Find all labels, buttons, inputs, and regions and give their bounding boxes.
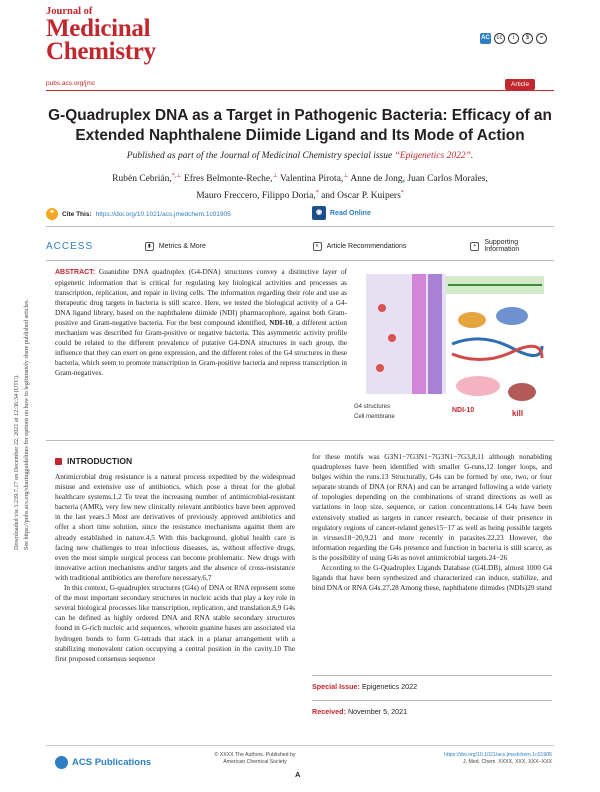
footer-journal-citation: J. Med. Chem. XXXX, XXX, XXX−XXX — [463, 759, 552, 765]
author-mark[interactable]: * — [315, 190, 319, 197]
author-freccero-doria[interactable]: Mauro Freccero, Filippo Doria, — [196, 191, 316, 202]
divider — [46, 440, 554, 441]
access-label: ACCESS — [46, 240, 94, 252]
toc-label-membrane: Cell membrane — [354, 414, 395, 420]
page-number: A — [295, 770, 301, 779]
author-mark[interactable]: ⊥ — [272, 173, 278, 179]
author-cebrian[interactable]: Rubén Cebrián, — [112, 174, 172, 185]
quote-icon: ❝ — [46, 208, 58, 220]
ligand-shape — [508, 383, 536, 401]
toc-label-compound: NDI-10 — [452, 407, 475, 414]
article-meta — [312, 672, 552, 725]
journal-logo-small: Journal of — [46, 6, 93, 17]
access-bar — [46, 239, 554, 253]
license-badges — [480, 33, 547, 44]
cite-doi-link[interactable]: https://doi.org/10.1021/acs.jmedchem.1c01905 — [95, 210, 231, 218]
abstract — [55, 267, 347, 379]
abstract-text-a: Guanidine DNA quadruplex (G4-DNA) structures convey a distinctive layer of epigenetic information that is critical for regulating key biological activities and processes as transcription, replication, and repair in living cells. The information regarding their role and use as therapeutic drug targets in bacteria is still scarce. Here, we tested the biological activity of a G4-DNA ligand library, based on the naphthalene diimide (NDI) pharmacophore, against both Gram-positive and Gram-negative bacteria. For the best compound identified, — [55, 268, 348, 328]
special-issue-label: Special Issue: — [312, 682, 360, 691]
noncommercial-icon[interactable]: $ — [522, 33, 533, 44]
paragraph: for these motifs was G3N1−7G3N1−7G3N1−7G3,8,11 although nonabiding quadruplexes have been identified with smaller G-runs,12 longer loops, and bulges within the runs.13 Structurally, G4s can be formed by one, two, or four separate strands of DNA (or RNA) and can be arranged following a wide variety of topologies depending on the combinations of strand directions as well as variations in loop size, sequence, or cation concentrations.14 G4s have been extensively studied as targets in cancer research, because of their presence in regulatory regions of cancer-related genes15−17 as well as being possible targets in viruses18−20,9,21 and more recently in parasites.22,23 However, the information regarding the G4s presence and function in bacteria is still scarce, as is the possibility of using G4s as novel antimicrobial targets.24−26 — [312, 452, 552, 562]
received-label: Received: — [312, 707, 346, 716]
journal-logo-line2: Chemistry — [46, 38, 156, 65]
special-issue-prefix: Published as part of the Journal of Medicinal Chemistry special issue — [126, 151, 395, 161]
plus-icon: + — [470, 242, 479, 251]
membrane-stripe — [412, 274, 426, 394]
journal-url[interactable]: pubs.acs.org/jmc — [46, 80, 96, 87]
article-title: G-Quadruplex DNA as a Target in Pathogenic Bacteria: Efficacy of an Extended Naphthalene Diimide Ligand and Its Mode of Action — [48, 107, 552, 144]
introduction-heading: INTRODUCTION — [67, 456, 133, 466]
divider — [46, 260, 554, 261]
footer-citation — [380, 752, 552, 766]
g4-structure — [496, 307, 528, 325]
no-derivatives-icon[interactable]: = — [536, 33, 547, 44]
membrane-stripe — [428, 274, 442, 394]
received-value: November 5, 2021 — [345, 707, 408, 716]
cite-label: Cite This: — [62, 210, 92, 218]
creative-commons-icon[interactable]: cc — [494, 33, 505, 44]
read-online-icon: ◉ — [312, 206, 326, 220]
ligand-dot — [388, 334, 396, 342]
download-note-line1: Downloaded via 3.239.7.17 on December 22, 2021 at 12:36:34 (UTC). — [13, 374, 20, 550]
special-issue-note — [46, 151, 554, 161]
journal-logo-line1: Medicinal — [46, 15, 151, 42]
attribution-icon[interactable]: i — [508, 33, 519, 44]
author-line-2 — [46, 186, 554, 203]
abstract-text-b: , a different action mechanism was described for Gram-positive or negative bacteria. This asymmetric activity profile could be related to the different prevalence of putative G4-DNA structures in each group, the influence that they can exert on gene expression, and the different roles of the G4 structures in these bacteria, which seem to promote transcription in Gram-positive bacteria and repress transcription in Gram-negatives. — [55, 319, 347, 378]
header-divider — [46, 90, 554, 91]
article-recommendations-label: Article Recommendations — [326, 242, 407, 250]
download-note — [8, 260, 36, 550]
supporting-information-label: Supporting Information — [484, 239, 520, 253]
supporting-information-button[interactable] — [470, 239, 554, 253]
author-dejong-morales[interactable]: Anne de Jong, Juan Carlos Morales, — [348, 174, 488, 185]
footer-doi-link[interactable]: https://doi.org/10.1021/acs.jmedchem.1c01905 — [444, 752, 552, 758]
g4-structure — [458, 312, 486, 328]
ribosome-shape — [456, 376, 500, 396]
ligand-dot — [378, 304, 386, 312]
read-online-button[interactable] — [312, 205, 392, 221]
acs-publications-logo[interactable] — [55, 756, 151, 769]
divider — [46, 226, 554, 227]
section-bullet-icon — [55, 458, 62, 465]
author-pirota[interactable]: Valentina Pirota, — [277, 174, 344, 185]
read-online-label: Read Online — [330, 209, 371, 217]
meta-divider — [312, 700, 552, 701]
article-recommendations-button[interactable] — [313, 242, 461, 251]
toc-graphic[interactable] — [352, 268, 548, 432]
section-heading — [55, 456, 132, 466]
left-column — [55, 472, 295, 664]
acs-logo-icon — [55, 756, 68, 769]
special-issue-value[interactable]: Epigenetics 2022 — [359, 682, 418, 691]
metrics-label: Metrics & More — [158, 242, 206, 250]
paragraph: In this context, G-quadruplex structures (G4s) of DNA or RNA represent some of the most important secondary structures in nucleic acids that play a key role in several biological processes like transcription, replication, and translation.8,9 G4s can be defined as highly ordered DNA and RNA stable secondary structures found in G-rich nucleic acid sequences, wherein guanine bases are associated via hydrogen bonds to form G-tetrads that stack in a planar arrangement with a stabilizing monovalent cation occupying a central position in the cavity.10 The first proposed consensus sequence — [55, 583, 295, 663]
author-line-1 — [46, 169, 554, 186]
copyright — [180, 752, 330, 766]
cite-this[interactable] — [46, 206, 246, 222]
footer-divider — [46, 745, 554, 746]
bar-chart-icon: ▮ — [145, 242, 154, 251]
paragraph: Antimicrobial drug resistance is a natural process expedited by the widespread misuse and extensive use of antibiotics, which pose a threat for the global healthcare systems.1,2 To treat the increasing number of antimicrobial-resistant bacteria (AMR), very few new clinically relevant antibiotics have been approved in the last years.3 Most are derivatives of previously approved antibiotics and offer a short time solution, since the resistance mechanisms against them are already established in nature.4,5 With this background, global health care is facing new challenges to treat infectious diseases, as, without effective drugs, even the most simple surgical process can become problematic. New drugs with innovative action mechanisms and/or targets and the absence of cross-resistance with traditional antibiotics are therefore necessary.6,7 — [55, 472, 295, 582]
publisher-name: ACS Publications — [72, 757, 152, 768]
journal-logo[interactable] — [46, 6, 156, 63]
author-mark[interactable]: * — [400, 190, 404, 197]
author-list — [46, 169, 554, 203]
copyright-line2: American Chemical Society — [223, 759, 287, 765]
paragraph: According to the G-Quadruplex Ligands Database (G4LDB), almost 1000 G4 ligands that have been synthesized and characterized can induce, stabilize, and bind DNA or RNA G4s.27,28 Among these, naphthalene diimides (NDIs)29 stand — [312, 563, 552, 593]
metrics-button[interactable] — [145, 242, 293, 251]
right-column — [312, 452, 552, 593]
special-issue-suffix: . — [470, 151, 474, 161]
author-mark[interactable]: ⊥ — [343, 173, 349, 179]
author-kuipers[interactable]: and Oscar P. Kuipers — [318, 191, 401, 202]
copyright-line1: © XXXX The Authors. Published by — [214, 752, 296, 758]
special-issue-link[interactable]: “Epigenetics 2022” — [394, 151, 471, 161]
document-icon: ≡ — [313, 242, 322, 251]
ligand-dot — [376, 364, 384, 372]
meta-divider — [312, 675, 552, 676]
article-type-badge: Article — [505, 79, 535, 90]
toc-label-kill: kill — [512, 409, 524, 418]
received-line — [312, 707, 552, 716]
download-note-line2[interactable]: See https://pubs.acs.org/sharingguidelines for options on how to legitimately share published articles. — [23, 299, 30, 550]
toc-label-g4: G4 structures — [354, 404, 391, 410]
abstract-compound: NDI-10 — [269, 319, 293, 328]
author-belmonte[interactable]: Efres Belmonte-Reche, — [181, 174, 273, 185]
abstract-label: ABSTRACT: — [55, 269, 96, 276]
author-mark[interactable]: *,⊥ — [171, 173, 182, 179]
special-issue-line — [312, 682, 552, 691]
author-choice-icon[interactable]: AC — [480, 33, 491, 44]
